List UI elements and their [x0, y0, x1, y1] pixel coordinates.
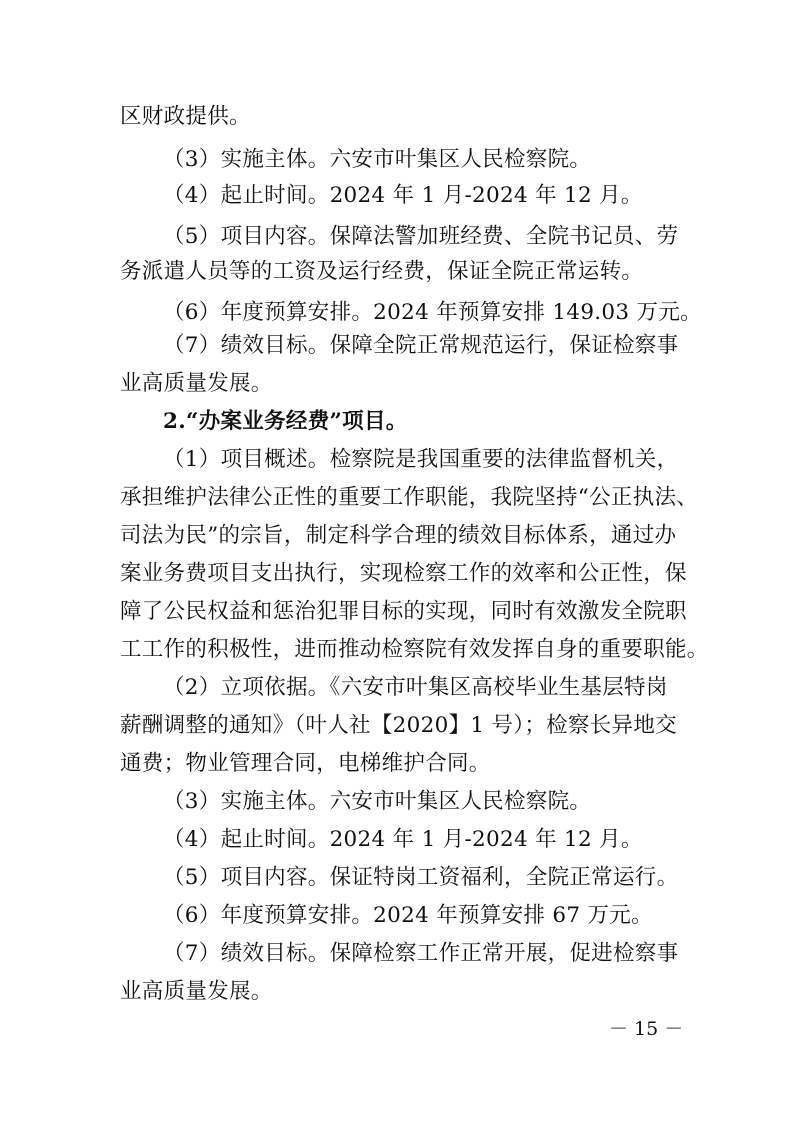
text-line: （6）年度预算安排。2024 年预算安排 67 万元。 [163, 903, 653, 928]
section-heading: 2.“办案业务经费”项目。 [163, 409, 408, 434]
text-line: （4）起止时间。2024 年 1 月-2024 年 12 月。 [163, 827, 643, 852]
text-line: 工工作的积极性，进而推动检察院有效发挥自身的重要职能。 [120, 637, 709, 662]
text-line: （5）项目内容。保障法警加班经费、全院书记员、劳 [163, 224, 679, 249]
text-line: 务派遣人员等的工资及运行经费，保证全院正常运转。 [120, 259, 644, 284]
text-line: 薪酬调整的通知》（叶人社【2020】1 号）；检察长异地交 [120, 713, 677, 738]
text-line: 案业务费项目支出执行，实现检察工作的效率和公正性，保 [120, 561, 687, 586]
text-line: 障了公民权益和惩治犯罪目标的实现，同时有效激发全院职 [120, 599, 687, 624]
text-line: （3）实施主体。六安市叶集区人民检察院。 [163, 789, 592, 814]
text-line: 业高质量发展。 [120, 371, 273, 396]
text-line: 通费；物业管理合同，电梯维护合同。 [120, 751, 491, 776]
text-line: （1）项目概述。检察院是我国重要的法律监督机关， [163, 447, 679, 472]
text-line: （7）绩效目标。保障检察工作正常开展，促进检察事 [163, 941, 679, 966]
text-line: （6）年度预算安排。2024 年预算安排 149.03 万元。 [163, 300, 702, 325]
text-line: （7）绩效目标。保障全院正常规范运行，保证检察事 [163, 333, 679, 358]
page-number: － 15 － [609, 1018, 684, 1040]
text-line: （4）起止时间。2024 年 1 月-2024 年 12 月。 [163, 183, 643, 208]
text-line: （3）实施主体。六安市叶集区人民检察院。 [163, 147, 592, 172]
text-line: 司法为民”的宗旨，制定科学合理的绩效目标体系，通过办 [120, 523, 677, 548]
text-line: 业高质量发展。 [120, 979, 273, 1004]
text-line: （2）立项依据。《六安市叶集区高校毕业生基层特岗 [163, 675, 668, 700]
text-line: （5）项目内容。保证特岗工资福利，全院正常运行。 [163, 865, 679, 890]
text-line: 承担维护法律公正性的重要工作职能，我院坚持“公正执法、 [120, 485, 699, 510]
text-line: 区财政提供。 [120, 104, 251, 129]
